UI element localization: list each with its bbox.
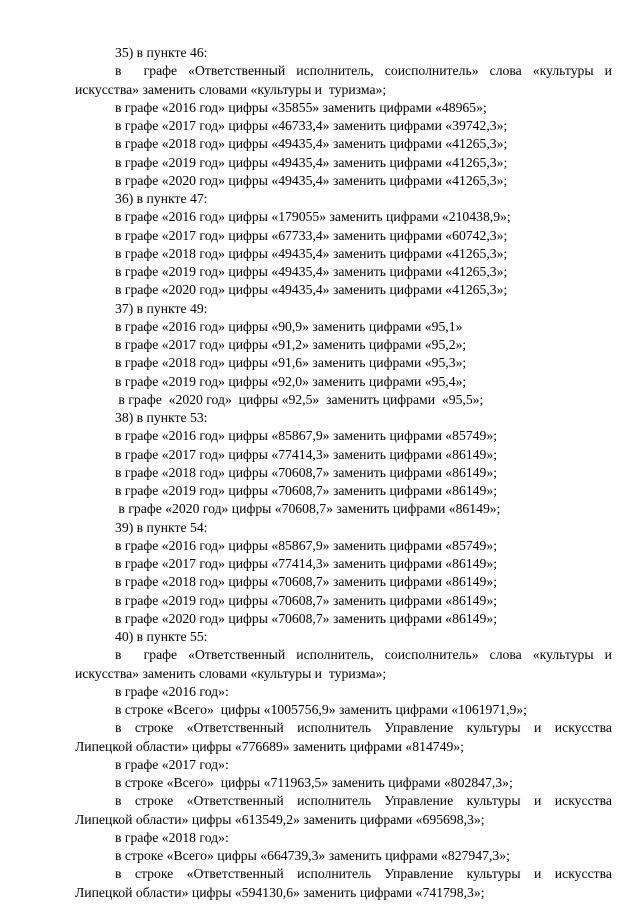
document-line: в графе «2019 год» цифры «92,0» заменить цифрами «95,4»; <box>115 373 467 389</box>
document-line: в графе «2017 год» цифры «77414,3» заменить цифрами «86149»; <box>115 556 498 571</box>
document-line: в графе «2018 год» цифры «70608,7» заменить цифрами «86149»; <box>115 574 498 590</box>
document-line: в строке «Всего» цифры «1005756,9» заменить цифрами «1061971,9»; <box>115 702 527 717</box>
document-line: в графе «2018 год» цифры «91,6» заменить цифрами «95,3»; <box>115 355 467 371</box>
document-line: в графе «2020 год» цифры «70608,7» заменить цифрами «86149»; <box>115 610 498 626</box>
document-line: Липецкой области» цифры «594130,6» заменить цифрами «741798,3»; <box>75 884 485 900</box>
document-line: в строке «Ответственный исполнитель Управление культуры и искусства <box>115 720 612 736</box>
document-line: в графе «Ответственный исполнитель, соисполнитель» слова «культуры и <box>115 647 612 663</box>
document-line: в графе «2020 год» цифры «70608,7» заменить цифрами «86149»; <box>115 501 501 517</box>
document-line: 35) в пункте 46: <box>115 45 208 60</box>
document-line: в графе «2016 год» цифры «85867,9» заменить цифрами «85749»; <box>115 537 498 553</box>
document-line: в графе «2018 год»: <box>115 829 229 845</box>
document-line: в строке «Ответственный исполнитель Управление культуры и искусства <box>115 793 612 809</box>
document-line: в графе «2018 год» цифры «49435,4» заменить цифрами «41265,3»; <box>115 245 508 261</box>
document-line: искусства» заменить словами «культуры и туризма»; <box>75 665 387 681</box>
document-line: 38) в пункте 53: <box>115 410 208 425</box>
document-line: в графе «2018 год» цифры «70608,7» заменить цифрами «86149»; <box>115 464 498 480</box>
document-line: в графе «2016 год»: <box>115 683 229 699</box>
document-line: в графе «2016 год» цифры «90,9» заменить цифрами «95,1» <box>115 318 463 334</box>
document-line: в графе «2017 год»: <box>115 756 229 772</box>
document-line: в графе «2017 год» цифры «77414,3» заменить цифрами «86149»; <box>115 446 498 462</box>
document-line: в строке «Ответственный исполнитель Управление культуры и искусства <box>115 866 612 882</box>
document-line: в графе «2019 год» цифры «70608,7» заменить цифрами «86149»; <box>115 483 498 498</box>
document-line: 36) в пункте 47: <box>115 191 208 206</box>
document-line: в графе «2020 год» цифры «49435,4» заменить цифрами «41265,3»; <box>115 172 508 188</box>
document-line: в графе «2016 год» цифры «179055» заменить цифрами «210438,9»; <box>115 209 511 225</box>
document-line: Липецкой области» цифры «776689» заменить цифрами «814749»; <box>75 738 464 754</box>
document-line: в графе «Ответственный исполнитель, соисполнитель» слова «культуры и <box>115 63 612 79</box>
document-line: в графе «2020 год» цифры «92,5» заменить цифрами «95,5»; <box>115 391 484 407</box>
document-line: в графе «2019 год» цифры «49435,4» заменить цифрами «41265,3»; <box>115 154 508 170</box>
document-line: в графе «2017 год» цифры «67733,4» заменить цифрами «60742,3»; <box>115 227 508 243</box>
document-line: 40) в пункте 55: <box>115 629 208 644</box>
document-line: в графе «2016 год» цифры «85867,9» заменить цифрами «85749»; <box>115 428 498 444</box>
document-line: в графе «2017 год» цифры «91,2» заменить цифрами «95,2»; <box>115 337 467 352</box>
document-line: искусства» заменить словами «культуры и туризма»; <box>75 81 387 97</box>
document-line: 39) в пункте 54: <box>115 519 208 535</box>
document-line: в графе «2019 год» цифры «49435,4» заменить цифрами «41265,3»; <box>115 264 508 279</box>
document-line: в строке «Всего» цифры «664739,3» заменить цифрами «827947,3»; <box>115 848 510 863</box>
document-line: в графе «2020 год» цифры «49435,4» заменить цифрами «41265,3»; <box>115 282 508 298</box>
document-line: в графе «2016 год» цифры «35855» заменить цифрами «48965»; <box>115 99 487 115</box>
document-line: в строке «Всего» цифры «711963,5» заменить цифрами «802847,3»; <box>115 775 513 790</box>
document-line: в графе «2017 год» цифры «46733,4» заменить цифрами «39742,3»; <box>115 118 508 133</box>
document-line: в графе «2019 год» цифры «70608,7» заменить цифрами «86149»; <box>115 592 498 608</box>
document-line: в графе «2018 год» цифры «49435,4» заменить цифрами «41265,3»; <box>115 136 508 152</box>
document-line: 37) в пункте 49: <box>115 300 208 316</box>
document-line: Липецкой области» цифры «613549,2» заменить цифрами «695698,3»; <box>75 811 485 827</box>
